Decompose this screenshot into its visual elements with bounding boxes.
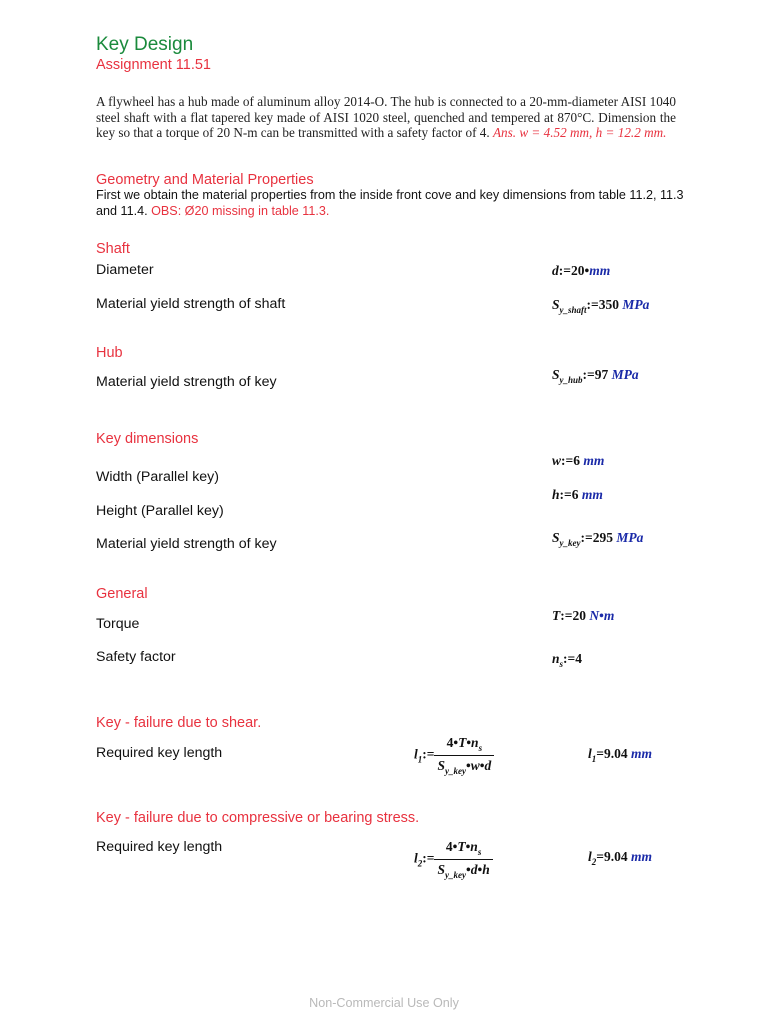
bearing-length-formula: $l_2:=$ $\frac{4•T•n_s}{S_{y\_key}•d•h}$ [414,839,493,880]
sy-shaft-sub: y_shaft [559,305,587,315]
key-width-formula: w:=6 mm [552,453,605,468]
l2-result-value: 9.04 [603,849,628,864]
shear-den-w: w [470,758,480,773]
problem-statement [96,94,676,141]
bearing-den-s: S [437,862,445,877]
d-unit: mm [589,263,611,278]
hub-yield-formula: $S_{y\_hub}:=97$ MPa [552,367,639,385]
h-value: 6 [571,487,579,502]
obs-note: OBS: Ø20 missing in table 11.3. [151,204,330,218]
bearing-heading: Key - failure due to compressive or bearing stress. [96,810,420,826]
l2-result-sub: 2 [591,857,597,867]
l2-result-symbol: l [588,849,592,864]
shear-heading: Key - failure due to shear. [96,715,262,731]
key-height-formula: h:=6 mm [552,487,603,502]
bearing-den-d: d [470,862,478,877]
w-symbol: w [552,453,562,468]
bearing-den-h: h [482,862,490,877]
h-unit: mm [581,487,603,502]
shear-num-n-sub: s [478,743,483,753]
h-symbol: h [552,487,560,502]
shear-numerator: $4•T•n_s$ [434,735,494,756]
shear-denominator: $S_{y\_key}•w•d$ [437,758,492,776]
l1-result-unit: mm [630,746,652,761]
sy-key-unit: MPa [616,530,644,545]
shaft-yield-label: Material yield strength of shaft [96,296,286,312]
sy-key-symbol: S [552,530,560,545]
shear-fraction [434,735,494,776]
assignment-subtitle: Assignment 11.51 [96,57,211,73]
sy-shaft-symbol: S [552,297,560,312]
sy-hub-sub: y_hub [559,375,583,385]
bearing-fraction [434,839,492,880]
problem-text: A flywheel has a hub made of aluminum alloy 2014-O. The hub is connected to a 20-mm-diameter AISI 1040 steel shaft with a flat tapered key made of AISI 1020 steel, quenched and tempered at 870°C. Dimension the key so that a torque of 20 N-m can be transmitted with a safety factor of 4. [96,94,676,141]
shear-den-d: d [484,758,492,773]
bearing-num-n-sub: s [477,847,482,857]
torque-formula: T:=20 N•m [552,608,615,623]
sy-hub-unit: MPa [611,367,639,382]
general-heading: General [96,586,148,602]
n-value: 4 [575,651,582,666]
shaft-yield-formula: $S_{y\_shaft}:=350$ MPa [552,297,650,315]
page-title: Key Design [96,34,194,55]
geometry-intro-text: First we obtain the material properties from the inside front cove and key dimensions from table 11.2, 11.3 and 11.4. [96,188,684,218]
shaft-diameter-formula: d:=20•mm [552,263,611,278]
t-value: 20 [572,608,586,623]
hub-heading: Hub [96,345,123,361]
l2-symbol: l [414,850,418,866]
shear-den-s-sub: y_key [444,766,466,776]
t-unit-n: N [589,608,600,623]
geometry-heading: Geometry and Material Properties [96,172,314,188]
bearing-num-t: T [457,839,466,854]
shear-num-t: T [458,735,467,750]
shear-den-s: S [437,758,445,773]
n-symbol: n [552,651,560,666]
bearing-num-coef: 4 [445,839,453,854]
shear-num-coef: 4 [446,735,454,750]
l2-sub: 2 [417,858,423,869]
key-heading: Key dimensions [96,431,199,447]
sy-shaft-value: 350 [598,297,619,312]
key-height-label: Height (Parallel key) [96,503,224,519]
d-value: 20 [570,263,585,278]
shaft-heading: Shaft [96,241,130,257]
shear-length-formula: $l_1:=$ $\frac{4•T•n_s}{S_{y\_key}•w•d}$ [414,735,494,776]
bearing-length-result: $l_2=9.04$ mm [588,849,652,867]
bearing-den-s-sub: y_key [444,870,466,880]
w-unit: mm [583,453,605,468]
w-value: 6 [573,453,580,468]
n-sub: s [559,659,564,669]
shear-length-label: Required key length [96,745,223,761]
l1-sub: 1 [417,754,423,765]
l1-result-value: 9.04 [603,746,628,761]
sy-key-sub: y_key [559,538,581,548]
t-symbol: T [552,608,561,623]
bearing-num-n: n [470,839,478,854]
shear-length-result: $l_1=9.04$ mm [588,746,652,764]
l1-symbol: l [414,746,418,762]
bearing-denominator: $S_{y\_key}•d•h$ [437,862,490,880]
bearing-length-label: Required key length [96,839,223,855]
sy-hub-symbol: S [552,367,560,382]
l1-result-symbol: l [588,746,592,761]
sy-hub-value: 97 [594,367,609,382]
geometry-intro [96,187,686,219]
sy-key-value: 295 [592,530,613,545]
shear-num-n: n [471,735,479,750]
key-width-label: Width (Parallel key) [96,469,219,485]
t-unit-m: m [603,608,615,623]
safety-factor-formula: $n_s:=4$ [552,651,582,669]
shaft-diameter-label: Diameter [96,262,154,278]
sy-shaft-unit: MPa [622,297,650,312]
bearing-numerator: $4•T•n_s$ [434,839,492,860]
d-symbol: d [552,263,559,278]
l2-result-unit: mm [630,849,652,864]
l1-result-sub: 1 [591,754,597,764]
safety-factor-label: Safety factor [96,649,176,665]
answer-values: w = 4.52 mm, h = 12.2 mm. [519,125,667,141]
hub-yield-label: Material yield strength of key [96,374,277,390]
torque-label: Torque [96,616,140,632]
key-yield-label: Material yield strength of key [96,536,277,552]
key-yield-formula: $S_{y\_key}:=295$ MPa [552,530,644,548]
non-commercial-footer: Non-Commercial Use Only [309,996,459,1010]
answer-label: Ans. [492,125,517,141]
